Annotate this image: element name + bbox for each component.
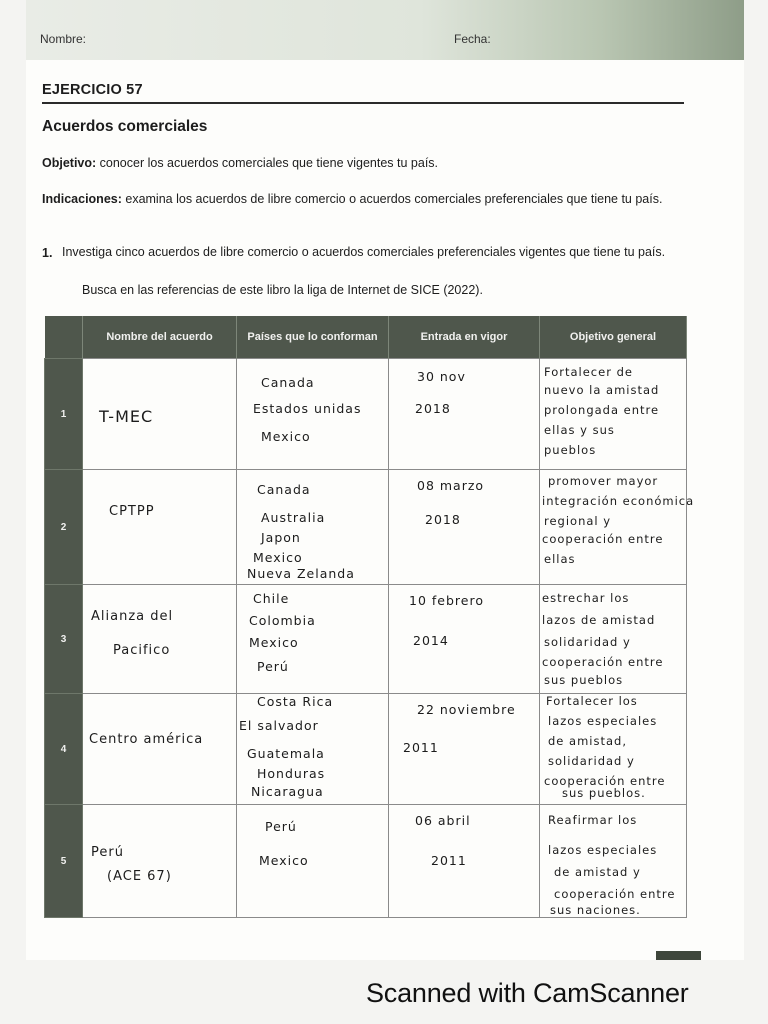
- handwritten-objective: Reafirmar los: [548, 813, 638, 827]
- handwritten-objective: cooperación entre: [544, 774, 666, 788]
- handwritten-countries: Perú: [257, 659, 289, 674]
- objective-text: conocer los acuerdos comerciales que tiene vigentes tu país.: [96, 156, 439, 170]
- agreements-table: [44, 316, 695, 918]
- handwritten-countries: Mexico: [259, 853, 309, 868]
- handwritten-objective: solidaridad y: [548, 754, 635, 768]
- handwritten-objective: regional y: [544, 514, 612, 528]
- handwritten-objective: de amistad y: [554, 865, 641, 879]
- handwritten-countries: Honduras: [257, 766, 326, 781]
- handwritten-date: 06 abril: [415, 813, 471, 828]
- handwritten-objective: pueblos: [544, 443, 597, 457]
- handwritten-name: Perú: [91, 845, 124, 860]
- handwritten-objective: cooperación entre: [542, 532, 664, 546]
- cell-objective: [540, 694, 687, 805]
- handwritten-objective: lazos especiales: [548, 714, 658, 728]
- row-number: 3: [45, 585, 83, 694]
- cell-objective: [540, 585, 687, 694]
- header-bar: [26, 0, 744, 60]
- handwritten-name: Alianza del: [91, 609, 174, 624]
- cell-countries: [237, 805, 389, 918]
- header-general-objective: Objetivo general: [540, 316, 687, 359]
- handwritten-objective: estrechar los: [542, 591, 630, 605]
- handwritten-countries: Chile: [253, 591, 290, 606]
- cell-date: [389, 694, 540, 805]
- table-row: [45, 359, 687, 470]
- task-number: 1.: [42, 246, 53, 260]
- handwritten-objective: ellas: [544, 552, 576, 566]
- handwritten-countries: Mexico: [261, 429, 311, 444]
- handwritten-objective: solidaridad y: [544, 635, 631, 649]
- row-number: 4: [45, 694, 83, 805]
- handwritten-date: 2011: [431, 853, 467, 868]
- title-divider: [42, 102, 684, 104]
- name-label: Nombre:: [40, 32, 87, 46]
- handwritten-objective: cooperación entre: [554, 887, 676, 901]
- cell-name: [83, 585, 237, 694]
- header-index-cell: [45, 316, 83, 359]
- handwritten-objective: integración económica: [542, 494, 695, 508]
- task-text: Investiga cinco acuerdos de libre comercio o acuerdos comerciales preferenciales vigentes que tiene tu país.: [62, 245, 666, 259]
- objective-paragraph: [42, 154, 692, 172]
- cell-name: [83, 805, 237, 918]
- date-label: Fecha:: [454, 32, 491, 46]
- handwritten-name: CPTPP: [109, 504, 155, 519]
- cell-date: [389, 359, 540, 470]
- page-corner-mark: [656, 951, 701, 960]
- cell-date: [389, 805, 540, 918]
- objective-label: Objetivo:: [42, 156, 97, 170]
- header-countries: Países que lo conforman: [237, 316, 389, 359]
- handwritten-countries: Canada: [261, 375, 315, 390]
- header-effective-date: Entrada en vigor: [389, 316, 540, 359]
- exercise-title: EJERCICIO 57: [42, 82, 143, 98]
- cell-objective: [540, 470, 695, 585]
- handwritten-countries: Nueva Zelanda: [247, 566, 355, 581]
- handwritten-countries: Japon: [261, 530, 301, 545]
- handwritten-objective: lazos especiales: [548, 843, 658, 857]
- cell-objective: [540, 805, 687, 918]
- cell-name: [83, 359, 237, 470]
- camscanner-watermark: Scanned with CamScanner: [366, 978, 689, 1008]
- handwritten-objective: Fortalecer de: [544, 365, 633, 379]
- table-row: [45, 470, 687, 585]
- cell-objective: [540, 359, 687, 470]
- cell-date: [389, 470, 540, 585]
- handwritten-objective: cooperación entre: [542, 655, 664, 669]
- handwritten-countries: Nicaragua: [251, 784, 324, 799]
- instructions-label: Indicaciones:: [42, 192, 122, 206]
- handwritten-objective: lazos de amistad: [542, 613, 656, 627]
- handwritten-objective: prolongada entre: [544, 403, 660, 417]
- handwritten-countries: Costa Rica: [257, 694, 334, 709]
- cell-date: [389, 585, 540, 694]
- handwritten-countries: El salvador: [239, 718, 319, 733]
- handwritten-date: 22 noviembre: [417, 702, 516, 717]
- cell-name: [83, 694, 237, 805]
- handwritten-objective: sus pueblos.: [562, 786, 646, 800]
- section-title: Acuerdos comerciales: [42, 118, 208, 135]
- handwritten-date: 30 nov: [417, 369, 466, 384]
- cell-name: [83, 470, 237, 585]
- table-header-row: [45, 316, 687, 359]
- handwritten-date: 08 marzo: [417, 478, 485, 493]
- instructions-text: examina los acuerdos de libre comercio o acuerdos comerciales preferenciales que tiene tu país.: [121, 192, 663, 206]
- cell-countries: [237, 694, 389, 805]
- table-row: [45, 805, 687, 918]
- handwritten-countries: Perú: [265, 819, 297, 834]
- handwritten-objective: sus naciones.: [550, 903, 641, 917]
- handwritten-date: 2011: [403, 740, 439, 755]
- row-number: 2: [45, 470, 83, 585]
- handwritten-countries: Estados unidas: [253, 401, 362, 416]
- handwritten-objective: promover mayor: [548, 474, 659, 488]
- cell-countries: [237, 585, 389, 694]
- task-hint: Busca en las referencias de este libro la liga de Internet de SICE (2022).: [82, 283, 483, 297]
- handwritten-objective: de amistad,: [548, 734, 627, 748]
- handwritten-countries: Guatemala: [247, 746, 325, 761]
- handwritten-date: 2014: [413, 633, 449, 648]
- row-number: 1: [45, 359, 83, 470]
- cell-countries: [237, 359, 389, 470]
- handwritten-objective: sus pueblos: [544, 673, 624, 687]
- handwritten-countries: Mexico: [253, 550, 303, 565]
- table-row: [45, 694, 687, 805]
- handwritten-name: Pacifico: [113, 643, 171, 658]
- handwritten-name: (ACE 67): [107, 869, 172, 884]
- handwritten-countries: Australia: [261, 510, 326, 525]
- worksheet-page: [26, 0, 744, 960]
- handwritten-objective: ellas y sus: [544, 423, 615, 437]
- handwritten-date: 10 febrero: [409, 593, 484, 608]
- handwritten-objective: Fortalecer los: [546, 694, 638, 708]
- cell-countries: [237, 470, 389, 585]
- handwritten-name: T-MEC: [99, 407, 154, 426]
- header-agreement-name: Nombre del acuerdo: [83, 316, 237, 359]
- handwritten-date: 2018: [425, 512, 461, 527]
- handwritten-countries: Canada: [257, 482, 311, 497]
- handwritten-objective: nuevo la amistad: [544, 383, 660, 397]
- handwritten-date: 2018: [415, 401, 451, 416]
- handwritten-countries: Mexico: [249, 635, 299, 650]
- handwritten-name: Centro américa: [89, 732, 204, 747]
- instructions-paragraph: [42, 190, 692, 208]
- row-number: 5: [45, 805, 83, 918]
- handwritten-countries: Colombia: [249, 613, 316, 628]
- table-row: [45, 585, 687, 694]
